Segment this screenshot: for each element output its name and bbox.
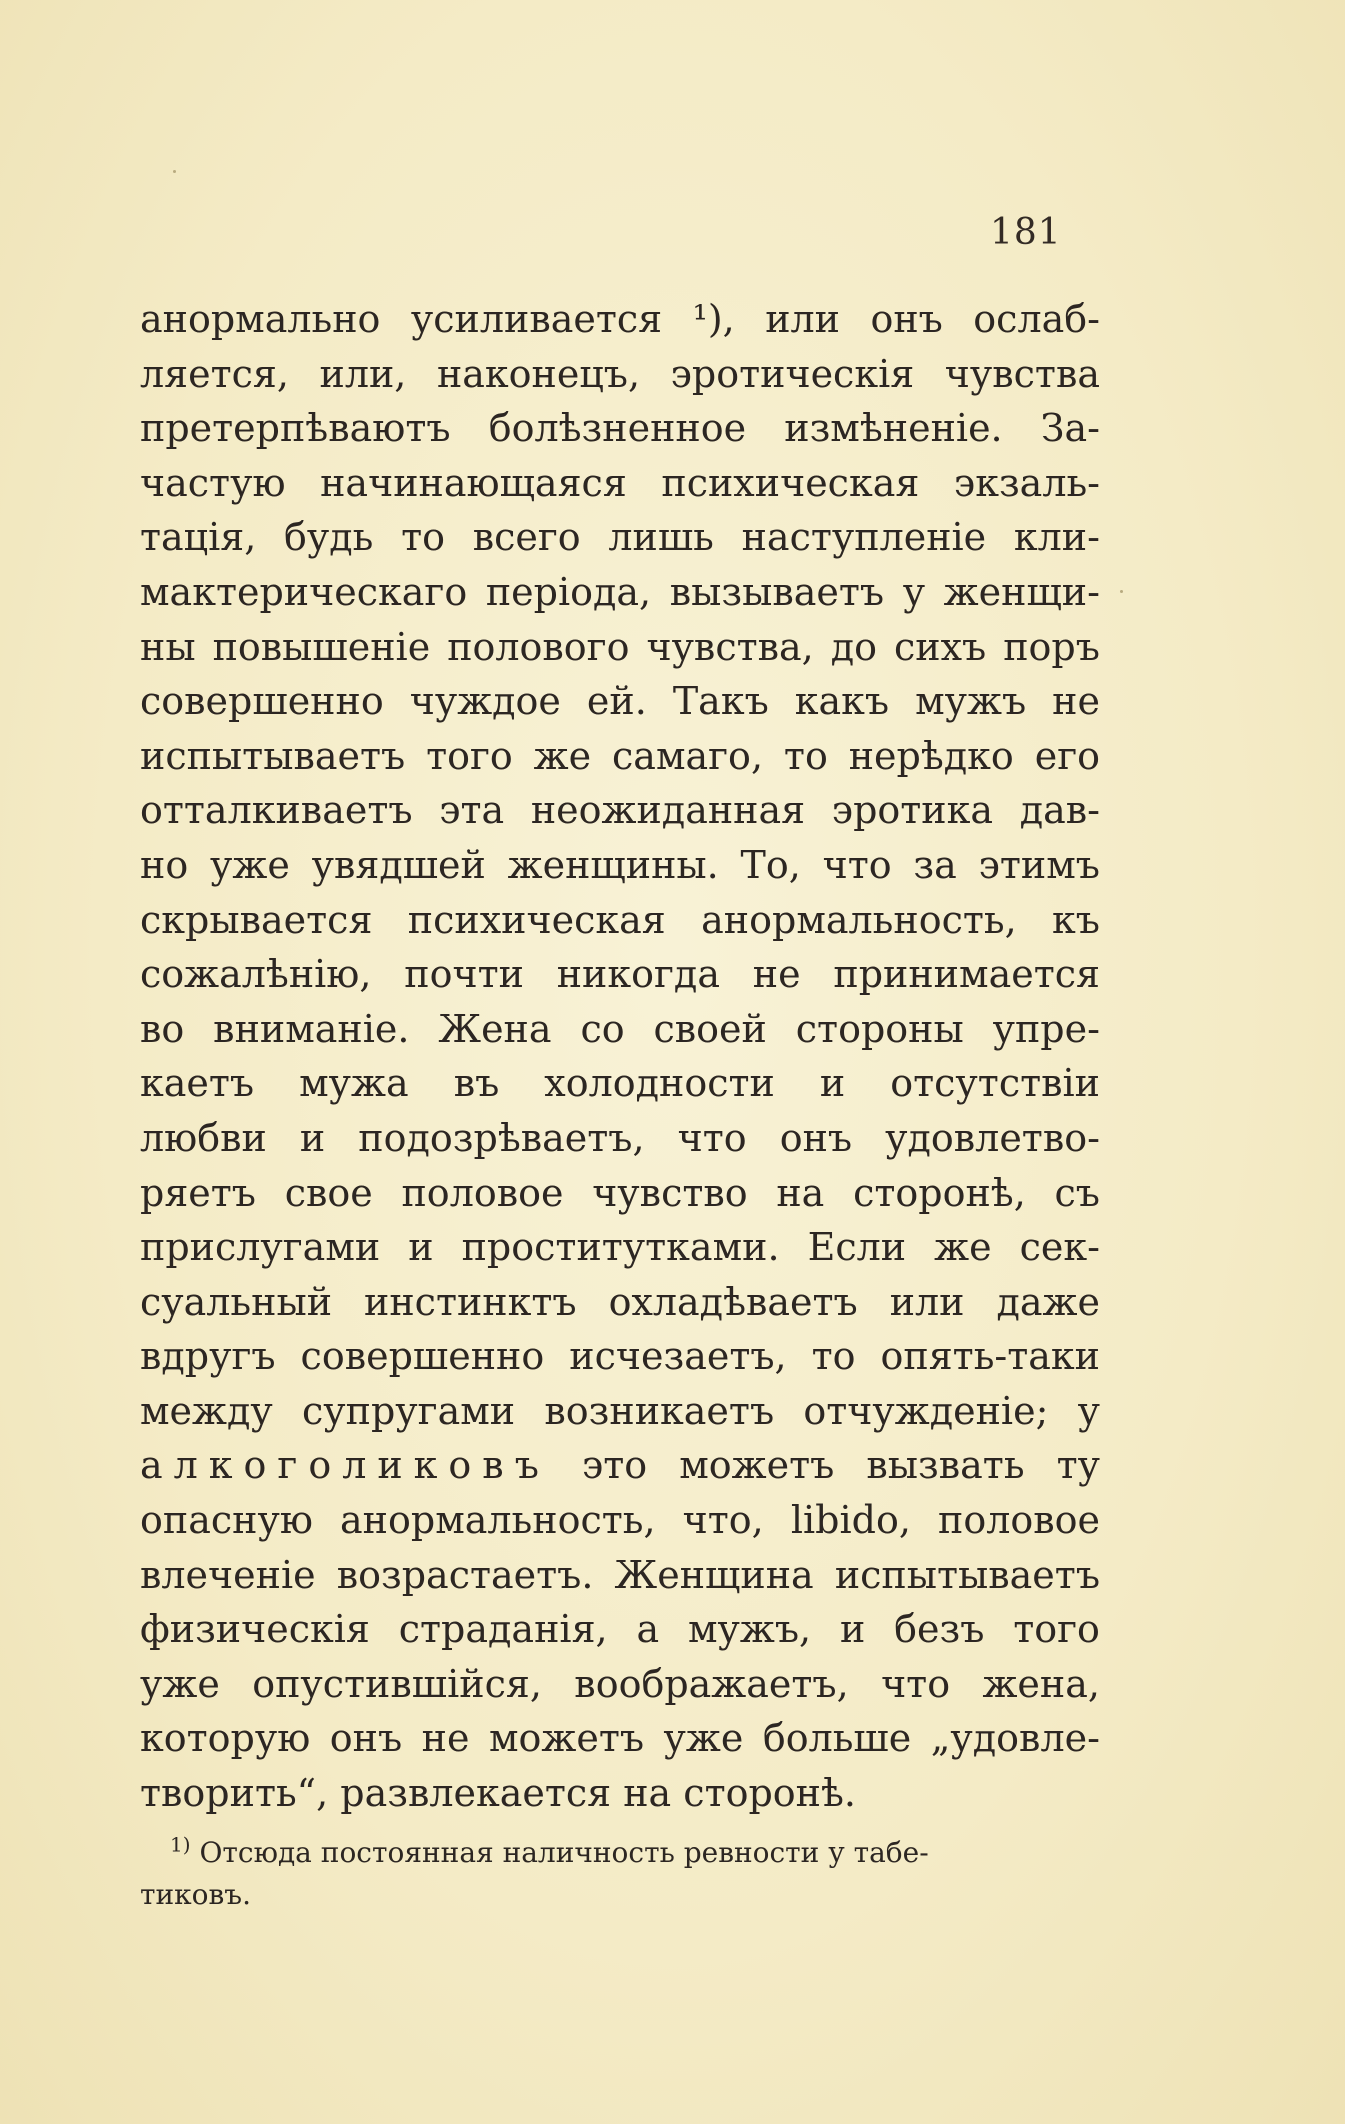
text-word: мужъ,	[687, 1607, 812, 1652]
text-word: за	[913, 842, 957, 887]
text-word: даже	[996, 1279, 1100, 1324]
text-word: вниманіе.	[213, 1006, 410, 1051]
text-word: почти	[404, 952, 524, 997]
text-word: своей	[653, 1006, 767, 1051]
text-word: сожалѣнію,	[140, 952, 372, 997]
text-word: испытываетъ	[834, 1552, 1100, 1597]
text-word: ослаб-	[973, 297, 1100, 341]
text-word: того	[1013, 1607, 1100, 1652]
text-word: повышеніе	[212, 624, 431, 669]
text-word: не	[421, 1716, 470, 1761]
text-line: творить“, развлекается на сторонѣ.	[140, 1771, 856, 1816]
text-line	[140, 1657, 1100, 1712]
text-line	[140, 1384, 1100, 1439]
text-word: скрывается	[140, 897, 373, 942]
text-word: ряетъ	[140, 1170, 256, 1215]
text-word: самаго,	[612, 733, 764, 778]
text-word: у	[1077, 1388, 1100, 1433]
text-word: анормальность,	[701, 897, 1017, 942]
text-word: опять-таки	[880, 1334, 1100, 1379]
text-word: возникаетъ	[544, 1388, 775, 1433]
text-word: періода,	[485, 569, 652, 614]
text-word: больше	[762, 1716, 912, 1761]
text-word: совершенно	[300, 1334, 545, 1379]
text-word: усиливается	[410, 297, 663, 341]
text-word: его	[1034, 733, 1100, 778]
text-word: измѣненіе.	[784, 406, 1003, 451]
text-word: ны	[140, 624, 196, 669]
text-word: что,	[682, 1498, 764, 1543]
text-line	[140, 1220, 1100, 1275]
text-line	[140, 1438, 1100, 1493]
text-word: ¹),	[692, 297, 735, 341]
text-word: къ	[1052, 897, 1100, 942]
body-text	[140, 292, 1100, 1821]
text-word: между	[140, 1388, 273, 1433]
text-word: уже	[140, 1661, 220, 1706]
text-line	[140, 838, 1100, 893]
text-word: уже	[210, 842, 290, 887]
text-word: исчезаетъ,	[569, 1334, 787, 1379]
text-word: Женщина	[614, 1552, 814, 1597]
text-word: это	[581, 1443, 648, 1488]
text-word: За-	[1040, 406, 1100, 451]
paper-speck	[1120, 590, 1123, 593]
text-word: инстинктъ	[364, 1279, 577, 1324]
text-line	[140, 565, 1100, 620]
text-word: и	[408, 1225, 434, 1270]
text-word: которую	[140, 1716, 311, 1761]
text-line	[140, 1602, 1100, 1657]
text-word: холодности	[544, 1061, 775, 1106]
footnote-line-1	[140, 1832, 1100, 1874]
text-word: и	[819, 1061, 846, 1106]
text-word: наконецъ,	[436, 351, 641, 396]
text-word: начинающаяся	[320, 460, 627, 505]
text-word: психическая	[407, 897, 666, 942]
text-word: что	[677, 1115, 747, 1160]
text-line	[140, 292, 1100, 347]
text-line	[140, 1275, 1100, 1330]
text-line	[140, 1111, 1100, 1166]
text-word: жена,	[982, 1661, 1100, 1706]
text-word: отталкиваетъ	[140, 788, 413, 833]
text-line	[140, 510, 1100, 565]
text-word: анормально	[140, 297, 381, 341]
text-line	[140, 893, 1100, 948]
text-line	[140, 401, 1100, 456]
text-word: то	[811, 1334, 856, 1379]
text-word: любви	[140, 1115, 267, 1160]
text-word: libido,	[790, 1498, 911, 1543]
text-word: неожиданная	[530, 788, 806, 833]
text-word: не	[752, 952, 801, 997]
text-word: онъ	[870, 297, 943, 341]
text-word: дав-	[1019, 788, 1100, 833]
text-word: болѣзненное	[488, 406, 747, 451]
text-word: или,	[319, 351, 407, 396]
text-word: со	[580, 1006, 625, 1051]
text-word: испытываетъ	[140, 733, 406, 778]
text-word: принимается	[833, 952, 1100, 997]
text-word: вдругъ	[140, 1334, 276, 1379]
text-word: мужа	[299, 1061, 409, 1106]
text-word: у	[902, 569, 926, 614]
text-word: вызываетъ	[669, 569, 885, 614]
text-line	[140, 1548, 1100, 1603]
text-word: то	[783, 733, 828, 778]
text-word: сек-	[1019, 1225, 1100, 1270]
text-word: можетъ	[679, 1443, 835, 1488]
text-word: половое	[938, 1498, 1100, 1543]
text-word: что	[881, 1661, 951, 1706]
text-word: чувства	[944, 351, 1100, 396]
text-word: можетъ	[488, 1716, 645, 1761]
text-word: съ	[1054, 1170, 1100, 1215]
text-word: сихъ	[894, 624, 987, 669]
footnote-text-1: Отсюда постоянная наличность ревности у табе-	[199, 1836, 929, 1869]
text-word: уже	[663, 1716, 744, 1761]
text-word: свое	[284, 1170, 373, 1215]
text-word: будь	[284, 515, 374, 560]
text-word: безъ	[894, 1607, 985, 1652]
text-word: суальный	[140, 1279, 333, 1324]
text-word: супругами	[302, 1388, 516, 1433]
text-word: мактерическаго	[140, 569, 468, 614]
text-word: охладѣваетъ	[608, 1279, 858, 1324]
text-word: претерпѣваютъ	[140, 406, 451, 451]
text-word: эротическія	[670, 351, 915, 396]
text-word: Жена	[438, 1006, 552, 1051]
text-word: женщины.	[507, 842, 719, 887]
text-word: опасную	[140, 1498, 313, 1543]
text-word: нерѣдко	[848, 733, 1014, 778]
text-word: чувство	[592, 1170, 748, 1215]
text-word: ту	[1056, 1443, 1100, 1488]
text-word: чувства,	[646, 624, 814, 669]
page-number: 181	[990, 212, 1062, 253]
text-word: этимъ	[978, 842, 1100, 887]
footnote-line-2: тиковъ.	[140, 1878, 251, 1911]
text-word: или	[765, 297, 840, 341]
text-word: эта	[439, 788, 505, 833]
text-word: не	[1052, 679, 1100, 724]
text-word: эротика	[831, 788, 994, 833]
text-line	[140, 1711, 1100, 1766]
text-word: увядшей	[311, 842, 486, 887]
text-word: женщи-	[943, 569, 1100, 614]
text-word: до	[830, 624, 878, 669]
text-word: того	[426, 733, 513, 778]
text-word: же	[533, 733, 592, 778]
text-word: проститутками.	[461, 1225, 780, 1270]
text-word: половое	[401, 1170, 564, 1215]
text-line	[140, 1493, 1100, 1548]
text-word: упре-	[992, 1006, 1100, 1051]
text-word: страданія,	[398, 1607, 608, 1652]
text-word: какъ	[794, 679, 890, 724]
text-word: на	[776, 1170, 825, 1215]
text-word: что	[822, 842, 892, 887]
text-word: опустившійся,	[252, 1661, 542, 1706]
text-word: удовлетво-	[885, 1115, 1100, 1160]
text-line	[140, 347, 1100, 402]
text-word: вызвать	[866, 1443, 1025, 1488]
text-word: и	[299, 1115, 326, 1160]
text-word: отсутствіи	[890, 1061, 1100, 1106]
text-word: подозрѣваетъ,	[358, 1115, 645, 1160]
text-word: ляется,	[140, 351, 289, 396]
text-word: сторонѣ,	[853, 1170, 1026, 1215]
text-word: поръ	[1003, 624, 1100, 669]
text-word: и	[839, 1607, 866, 1652]
text-word: Если	[807, 1225, 907, 1270]
text-word: а	[636, 1607, 660, 1652]
text-line	[140, 620, 1100, 675]
text-word: отчужденіе;	[803, 1388, 1049, 1433]
text-word: но	[140, 842, 189, 887]
text-word: же	[934, 1225, 992, 1270]
text-line	[140, 1166, 1100, 1221]
text-word: никогда	[556, 952, 720, 997]
text-word: то	[401, 515, 445, 560]
text-word: „удовле-	[930, 1716, 1100, 1761]
text-word: экзаль-	[953, 460, 1100, 505]
text-line	[140, 456, 1100, 511]
text-word: тація,	[140, 515, 257, 560]
text-word: влеченіе	[140, 1552, 316, 1597]
text-word: чуждое	[409, 679, 561, 724]
text-word: воображаетъ,	[574, 1661, 849, 1706]
text-word: физическія	[140, 1607, 370, 1652]
text-word: въ	[453, 1061, 500, 1106]
text-word: лишь	[608, 515, 714, 560]
text-word: алкоголиковъ	[140, 1443, 550, 1488]
text-word: всего	[472, 515, 581, 560]
text-line	[140, 1002, 1100, 1057]
text-word: психическая	[661, 460, 920, 505]
text-word: кли-	[1013, 515, 1100, 560]
text-word: ей.	[586, 679, 647, 724]
text-line	[140, 947, 1100, 1002]
text-word: прислугами	[140, 1225, 381, 1270]
text-line	[140, 1056, 1100, 1111]
text-line	[140, 729, 1100, 784]
text-word: мужъ	[915, 679, 1027, 724]
text-word: онъ	[329, 1716, 403, 1761]
text-word: онъ	[779, 1115, 853, 1160]
text-line	[140, 1329, 1100, 1384]
text-word: совершенно	[140, 679, 384, 724]
footnote-marker: 1)	[170, 1832, 191, 1857]
text-word: полового	[447, 624, 630, 669]
text-word: стороны	[795, 1006, 964, 1051]
paper-speck	[173, 170, 176, 173]
text-line	[140, 783, 1100, 838]
text-word: Такъ	[672, 679, 769, 724]
text-word: во	[140, 1006, 185, 1051]
text-word: анормальность,	[340, 1498, 656, 1543]
text-word: возрастаетъ.	[336, 1552, 594, 1597]
text-line	[140, 674, 1100, 729]
footnote	[140, 1832, 1100, 1916]
text-word: или	[889, 1279, 965, 1324]
text-word: наступленіе	[741, 515, 987, 560]
text-word: То,	[740, 842, 801, 887]
text-word: каетъ	[140, 1061, 255, 1106]
text-word: частую	[140, 460, 286, 505]
